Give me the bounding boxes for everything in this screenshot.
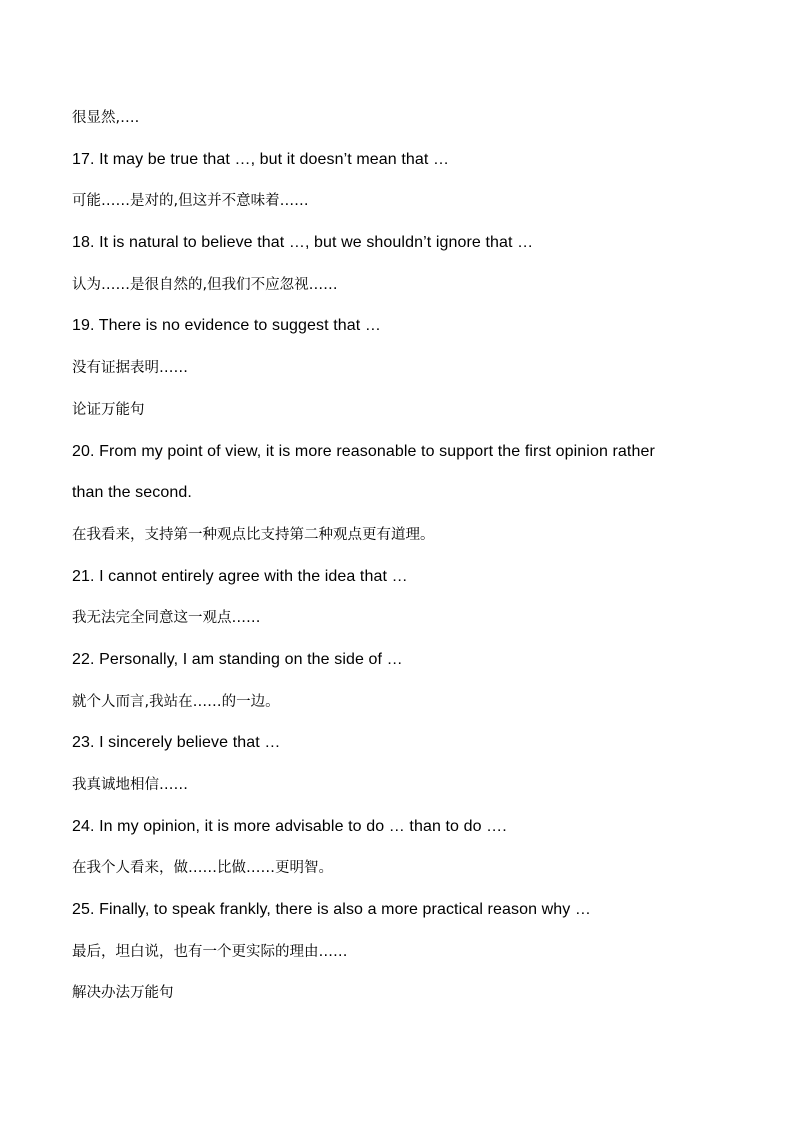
translation-19: 没有证据表明…… [72, 360, 188, 377]
phrase-20: 20. From my point of view, it is more reasonable to support the first opinion rather [72, 442, 655, 460]
text-body [72, 104, 722, 1021]
translation-23: 我真诚地相信…… [72, 777, 188, 793]
translation-24: 在我个人看来，做……比做……更明智。 [72, 860, 333, 877]
phrase-18: 18. It is natural to believe that …, but we shouldn’t ignore that … [72, 234, 534, 252]
section-heading: 解决办法万能句 [72, 985, 174, 1002]
translation-21: 我无法完全同意这一观点…… [72, 610, 261, 627]
translation-22: 就个人而言,我站在……的一边。 [72, 693, 280, 710]
translation-25: 最后，坦白说，也有一个更实际的理由…… [72, 943, 348, 960]
text-line: 很显然,…. [72, 110, 140, 126]
phrase-24: 24. In my opinion, it is more advisable to do … than to do …. [72, 817, 507, 835]
section-heading: 论证万能句 [72, 401, 145, 418]
phrase-20-continued: than the second. [72, 484, 192, 502]
phrase-25: 25. Finally, to speak frankly, there is also a more practical reason why … [72, 901, 592, 919]
phrase-21: 21. I cannot entirely agree with the idea that … [72, 567, 408, 585]
phrase-17: 17. It may be true that …, but it doesn’t mean that … [72, 150, 450, 168]
phrase-19: 19. There is no evidence to suggest that … [72, 317, 381, 335]
phrase-22: 22. Personally, I am standing on the side of … [72, 650, 403, 668]
translation-20: 在我看来，支持第一种观点比支持第二种观点更有道理。 [72, 526, 435, 543]
translation-18: 认为……是很自然的,但我们不应忽视…… [72, 276, 338, 293]
translation-17: 可能……是对的,但这并不意味着…… [72, 193, 309, 210]
phrase-23: 23. I sincerely believe that … [72, 734, 281, 752]
